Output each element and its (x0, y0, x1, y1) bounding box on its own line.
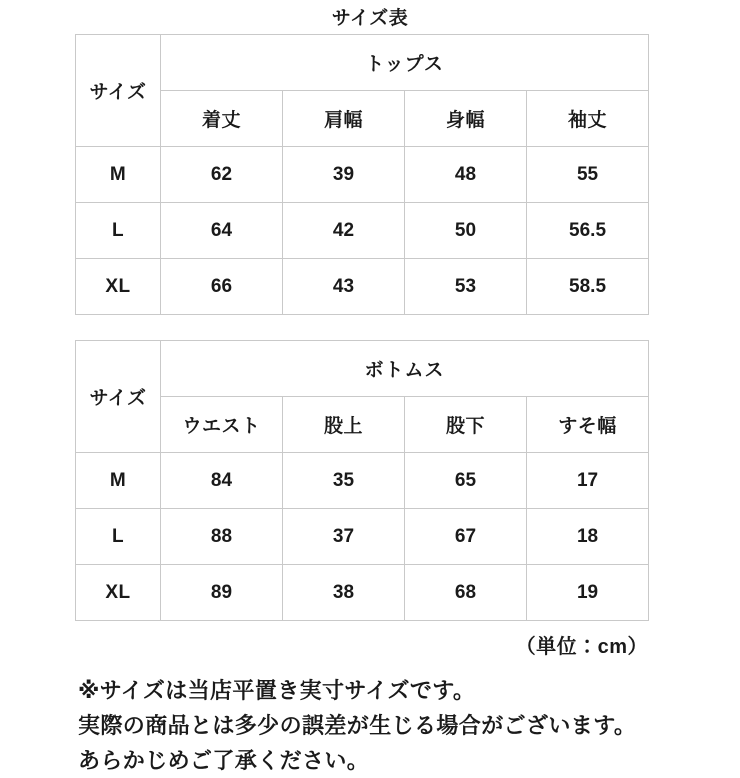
tops-measure-header-3: 袖丈 (527, 91, 649, 147)
bottoms-measure-header-3: すそ幅 (527, 397, 649, 453)
table-header-row-measures (76, 397, 649, 453)
bottoms-cell-0-1: 35 (283, 453, 405, 509)
bottoms-group-header: ボトムス (161, 341, 649, 397)
bottoms-cell-2-2: 68 (405, 565, 527, 621)
bottoms-cell-1-2: 67 (405, 509, 527, 565)
tops-row-size-1: L (76, 203, 161, 259)
tops-measure-header-2: 身幅 (405, 91, 527, 147)
tops-table-container (75, 34, 648, 315)
table-row (76, 565, 649, 621)
tops-cell-2-3: 58.5 (527, 259, 649, 315)
bottoms-cell-2-3: 19 (527, 565, 649, 621)
tops-size-column-header: サイズ (76, 35, 161, 147)
tops-cell-1-1: 42 (283, 203, 405, 259)
tops-cell-2-1: 43 (283, 259, 405, 315)
table-header-row-group (76, 341, 649, 397)
tops-measure-header-1: 肩幅 (283, 91, 405, 147)
footnote-line-1: ※サイズは当店平置き実寸サイズです。 (78, 678, 476, 703)
tops-cell-1-2: 50 (405, 203, 527, 259)
footnote-line-3: あらかじめご了承ください。 (78, 748, 370, 773)
page-title: サイズ表 (331, 8, 409, 29)
bottoms-cell-1-1: 37 (283, 509, 405, 565)
tops-cell-0-3: 55 (527, 147, 649, 203)
tops-cell-0-2: 48 (405, 147, 527, 203)
footnotes (78, 659, 740, 778)
bottoms-cell-0-0: 84 (161, 453, 283, 509)
tops-row-size-2: XL (76, 259, 161, 315)
bottoms-size-column-header: サイズ (76, 341, 161, 453)
table-row (76, 259, 649, 315)
bottoms-row-size-1: L (76, 509, 161, 565)
bottoms-cell-2-0: 89 (161, 565, 283, 621)
bottoms-cell-1-3: 18 (527, 509, 649, 565)
table-row (76, 509, 649, 565)
bottoms-cell-0-2: 65 (405, 453, 527, 509)
bottoms-measure-header-1: 股上 (283, 397, 405, 453)
bottoms-size-table (75, 340, 649, 621)
bottoms-row-size-2: XL (76, 565, 161, 621)
tops-size-table (75, 34, 649, 315)
table-row (76, 147, 649, 203)
tops-cell-2-2: 53 (405, 259, 527, 315)
table-header-row-measures (76, 91, 649, 147)
unit-note: （単位：cm） (515, 636, 648, 658)
table-header-row-group (76, 35, 649, 91)
table-spacer (0, 315, 740, 340)
bottoms-measure-header-0: ウエスト (161, 397, 283, 453)
bottoms-cell-2-1: 38 (283, 565, 405, 621)
footnote-line-2: 実際の商品とは多少の誤差が生じる場合がございます。 (78, 713, 637, 738)
tops-cell-0-1: 39 (283, 147, 405, 203)
bottoms-row-size-0: M (76, 453, 161, 509)
bottoms-cell-0-3: 17 (527, 453, 649, 509)
tops-cell-0-0: 62 (161, 147, 283, 203)
tops-group-header: トップス (161, 35, 649, 91)
table-row (76, 203, 649, 259)
bottoms-measure-header-2: 股下 (405, 397, 527, 453)
tops-cell-2-0: 66 (161, 259, 283, 315)
tops-row-size-0: M (76, 147, 161, 203)
bottoms-cell-1-0: 88 (161, 509, 283, 565)
bottoms-table-container (75, 340, 648, 621)
tops-cell-1-0: 64 (161, 203, 283, 259)
tops-cell-1-3: 56.5 (527, 203, 649, 259)
table-row (76, 453, 649, 509)
tops-measure-header-0: 着丈 (161, 91, 283, 147)
